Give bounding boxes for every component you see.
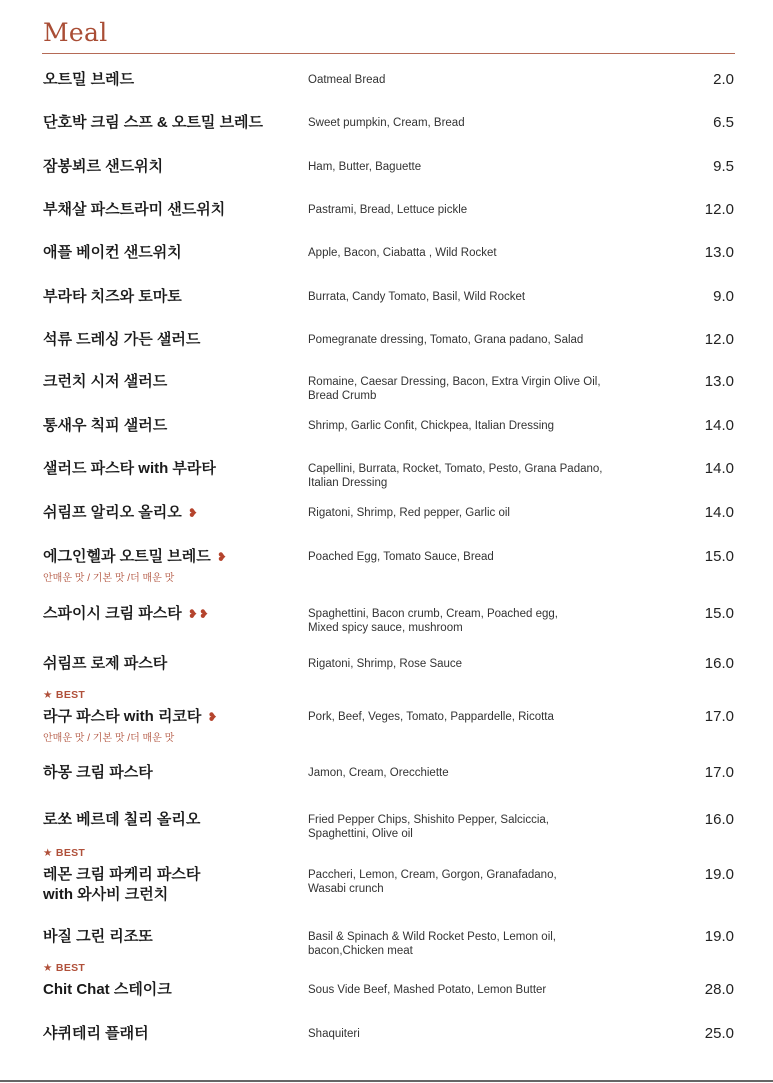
item-name-text: 석류 드레싱 가든 샐러드 [43,331,201,348]
item-name-text: 애플 베이컨 샌드위치 [43,244,182,261]
item-price: 16.0 [704,811,734,828]
item-name-text: 바질 그린 리조또 [43,928,153,945]
description-line: Paccheri, Lemon, Cream, Gorgon, Granafadano, [308,869,557,881]
item-price: 15.0 [704,605,734,622]
description-line: Romaine, Caesar Dressing, Bacon, Extra Virgin Olive Oil, [308,376,601,388]
item-name-text: Chit Chat 스테이크 [43,981,172,998]
item-description [308,73,658,87]
item-name [43,980,172,1000]
item-description [308,203,658,217]
item-name [43,113,263,133]
best-badge: ★ BEST [43,847,86,859]
item-name [43,927,153,947]
spice-level-options: 안매운 맛 / 기본 맛 /더 매운 맛 [43,733,175,744]
section-title: Meal [43,18,108,47]
item-name-text: 레몬 크림 파케리 파스타 [43,866,201,883]
description-line: Pork, Beef, Veges, Tomato, Pappardelle, Ricotta [308,711,554,723]
item-price: 9.0 [713,288,734,305]
description-line: Poached Egg, Tomato Sauce, Bread [308,551,494,563]
item-price: 16.0 [704,655,734,672]
item-description [308,506,658,520]
item-name-text: 스파이시 크림 파스타 [43,605,182,622]
item-name [43,654,167,674]
item-name [43,503,199,523]
item-name-text: 잠봉뵈르 샌드위치 [43,158,164,175]
item-description [308,657,658,671]
item-name-text: 쉬림프 알리오 올리오 [43,504,182,521]
item-name-text: 부채살 파스트라미 샌드위치 [43,201,226,218]
item-description [308,116,658,130]
item-name-text: 라구 파스타 with 리코타 [43,708,202,725]
item-name [43,865,200,905]
description-line: Italian Dressing [308,477,388,489]
item-description [308,419,658,433]
description-line: Ham, Butter, Baguette [308,161,422,173]
item-description [308,766,658,780]
item-name-text: 샐러드 파스타 with 부라타 [43,460,216,477]
chili-pepper-icon: ❥❥ [187,607,210,621]
item-name-line2: with 와사비 크런치 [43,886,169,903]
item-name [43,243,182,263]
item-name [43,330,200,350]
description-line: Bread Crumb [308,390,377,402]
description-line: bacon,Chicken meat [308,945,413,957]
item-description [308,246,658,260]
item-name-text: 크런치 시저 샐러드 [43,373,168,390]
item-name-text: 쉬림프 로제 파스타 [43,655,168,672]
item-price: 6.5 [713,114,734,131]
description-line: Sous Vide Beef, Mashed Potato, Lemon Butter [308,984,547,996]
description-line: Shaquiteri [308,1028,360,1040]
item-description [308,813,658,841]
item-name [43,459,216,479]
item-name [43,763,153,783]
page-bottom-border [0,1080,773,1082]
item-description [308,333,658,347]
description-line: Shrimp, Garlic Confit, Chickpea, Italian Dressing [308,420,555,432]
item-price: 14.0 [704,417,734,434]
item-description [308,983,658,997]
description-line: Sweet pumpkin, Cream, Bread [308,117,465,129]
description-line: Rigatoni, Shrimp, Red pepper, Garlic oil [308,507,510,519]
spice-level-options: 안매운 맛 / 기본 맛 /더 매운 맛 [43,573,175,584]
item-name-text: 로쏘 베르데 칠리 올리오 [43,811,201,828]
item-name-text: 단호박 크림 스프 & 오트밀 브레드 [43,114,264,131]
best-badge: ★ BEST [43,689,86,701]
item-price: 14.0 [704,460,734,477]
description-line: Jamon, Cream, Orecchiette [308,767,449,779]
item-price: 13.0 [704,373,734,390]
item-price: 17.0 [704,764,734,781]
item-price: 15.0 [704,548,734,565]
item-price: 12.0 [704,331,734,348]
item-price: 2.0 [713,71,734,88]
item-description [308,868,658,896]
item-name [43,416,167,436]
item-name [43,1024,149,1044]
description-line: Pomegranate dressing, Tomato, Grana padano, Salad [308,334,584,346]
description-line: Spaghettini, Bacon crumb, Cream, Poached egg, [308,608,558,620]
item-price: 19.0 [704,866,734,883]
item-price: 12.0 [704,201,734,218]
item-price: 25.0 [704,1025,734,1042]
item-name [43,810,200,830]
item-name [43,372,167,392]
item-price: 17.0 [704,708,734,725]
item-name-text: 부라타 치즈와 토마토 [43,288,182,305]
item-name [43,604,210,624]
title-divider [42,53,735,54]
item-description [308,930,658,958]
item-price: 28.0 [704,981,734,998]
best-badge: ★ BEST [43,962,86,974]
item-name [43,707,218,727]
description-line: Basil & Spinach & Wild Rocket Pesto, Lemon oil, [308,931,557,943]
description-line: Wasabi crunch [308,883,384,895]
description-line: Spaghettini, Olive oil [308,828,413,840]
description-line: Apple, Bacon, Ciabatta , Wild Rocket [308,247,497,259]
item-name-text: 오트밀 브레드 [43,71,135,88]
item-name [43,70,134,90]
description-line: Rigatoni, Shrimp, Rose Sauce [308,658,463,670]
chili-pepper-icon: ❥ [207,710,219,724]
description-line: Mixed spicy sauce, mushroom [308,622,463,634]
item-description [308,1027,658,1041]
item-name-text: 통새우 칙피 샐러드 [43,417,168,434]
item-price: 14.0 [704,504,734,521]
item-description [308,375,658,403]
item-name [43,547,228,567]
item-name-text: 에그인헬과 오트밀 브레드 [43,548,211,565]
item-price: 13.0 [704,244,734,261]
item-name [43,287,182,307]
item-description [308,607,658,635]
description-line: Pastrami, Bread, Lettuce pickle [308,204,468,216]
item-description [308,462,658,490]
item-price: 9.5 [713,158,734,175]
description-line: Burrata, Candy Tomato, Basil, Wild Rocket [308,291,526,303]
item-name [43,200,225,220]
item-description [308,290,658,304]
item-description [308,710,658,724]
item-name-text: 하몽 크림 파스타 [43,764,153,781]
chili-pepper-icon: ❥ [187,506,199,520]
item-description [308,160,658,174]
description-line: Oatmeal Bread [308,74,386,86]
chili-pepper-icon: ❥ [216,550,228,564]
description-line: Capellini, Burrata, Rocket, Tomato, Pesto, Grana Padano, [308,463,603,475]
item-price: 19.0 [704,928,734,945]
item-description [308,550,658,564]
description-line: Fried Pepper Chips, Shishito Pepper, Salciccia, [308,814,549,826]
item-name [43,157,163,177]
item-name-text: 샤퀴테리 플래터 [43,1025,149,1042]
